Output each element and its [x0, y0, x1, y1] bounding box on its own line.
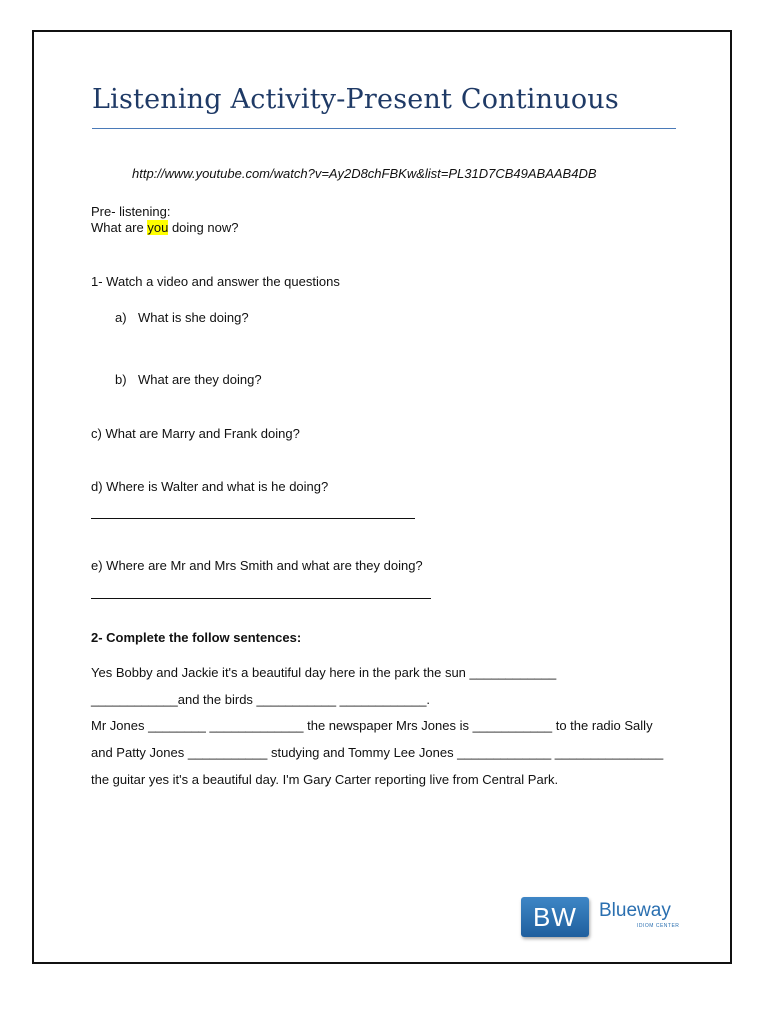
answer-line-d[interactable] [91, 518, 415, 519]
question-b-marker: b) [115, 372, 127, 387]
logo-initials: BW [521, 897, 589, 937]
highlighted-word: you [147, 220, 169, 235]
question-a: What is she doing? [138, 310, 249, 325]
question-c: c) What are Marry and Frank doing? [91, 426, 300, 441]
sentence-line-4: and Patty Jones ___________ studying and Tommy Lee Jones _____________ _______________ [91, 745, 664, 760]
logo-tagline: IDIOM CENTER [637, 923, 680, 929]
section1-heading: 1- Watch a video and answer the questions [91, 274, 340, 289]
question-text-start: What are [91, 220, 148, 235]
question-d: d) Where is Walter and what is he doing? [91, 479, 329, 494]
question-text-end: doing now? [168, 220, 239, 235]
pre-listening-heading: Pre- listening: [91, 204, 171, 219]
sentence-line-2: ____________and the birds ___________ ____________. [91, 692, 431, 707]
sentence-line-3: Mr Jones ________ _____________ the newspaper Mrs Jones is ___________ to the radio Sally [91, 718, 653, 733]
section2-heading: 2- Complete the follow sentences: [91, 630, 302, 645]
sentence-line-1: Yes Bobby and Jackie it's a beautiful day here in the park the sun ____________ [91, 665, 557, 680]
answer-line-e[interactable] [91, 598, 431, 599]
question-e: e) Where are Mr and Mrs Smith and what are they doing? [91, 558, 423, 573]
question-b: What are they doing? [138, 372, 262, 387]
pre-listening-question [91, 220, 238, 236]
video-url[interactable]: http://www.youtube.com/watch?v=Ay2D8chFBKw&list=PL31D7CB49ABAAB4DB [132, 166, 597, 181]
sentence-line-5: the guitar yes it's a beautiful day. I'm Gary Carter reporting live from Central Park. [91, 772, 559, 787]
page-title: Listening Activity-Present Continuous [92, 84, 619, 115]
question-a-marker: a) [115, 310, 127, 325]
title-underline [92, 128, 676, 129]
logo-name: Blueway [599, 900, 671, 921]
